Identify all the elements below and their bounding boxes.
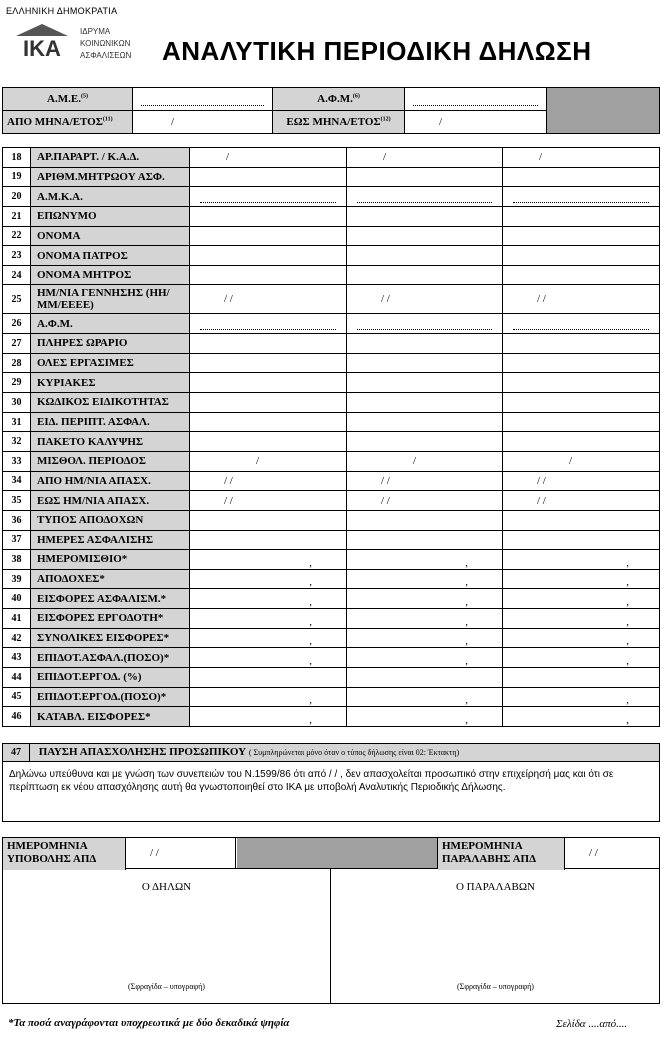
employee-field[interactable]: ,: [503, 628, 660, 648]
employee-field[interactable]: ,: [503, 569, 660, 589]
row-label: ΑΡΙΘΜ.ΜΗΤΡΩΟΥ ΑΣΦ.: [31, 167, 190, 187]
row-label: ΟΝΟΜΑ: [31, 226, 190, 246]
to-month-label: ΕΩΣ ΜΗΝΑ/ΕΤΟΣ$^{(12)}$: [273, 111, 405, 134]
employee-field[interactable]: [503, 246, 660, 266]
table-row: [3, 412, 660, 432]
employee-field[interactable]: [503, 187, 660, 207]
employee-field[interactable]: ,: [347, 550, 503, 570]
table-row: [3, 707, 660, 727]
employee-field[interactable]: /: [347, 148, 503, 168]
employee-field[interactable]: ,: [190, 648, 347, 668]
receiver-stamp: (Σφραγίδα – υπογραφή): [457, 982, 534, 991]
row-label: ΑΠΟΔΟΧΕΣ*: [31, 569, 190, 589]
logo-subtitle: ΙΔΡΥΜΑ ΚΟΙΝΩΝΙΚΩΝ ΑΣΦΑΛΙΣΕΩΝ: [80, 27, 132, 60]
table-row: [3, 226, 660, 246]
table-row: [3, 668, 660, 688]
employee-field[interactable]: [503, 167, 660, 187]
row-number: 35: [3, 491, 31, 511]
afm-label: Α.Φ.Μ.$^{(6)}$: [273, 88, 405, 111]
row-label: ΚΩΔΙΚΟΣ ΕΙΔΙΚΟΤΗΤΑΣ: [31, 393, 190, 413]
row-label: ΕΙΣΦΟΡΕΣ ΑΣΦΑΛΙΣΜ.*: [31, 589, 190, 609]
employee-field[interactable]: [190, 226, 347, 246]
table-row: [3, 569, 660, 589]
employee-field[interactable]: /: [503, 451, 660, 471]
employee-field[interactable]: [190, 314, 347, 334]
employee-field[interactable]: ,: [503, 589, 660, 609]
from-month-field[interactable]: /: [133, 111, 273, 134]
page-title: ΑΝΑΛΥΤΙΚΗ ΠΕΡΙΟΔΙΚΗ ΔΗΛΩΣΗ: [162, 36, 592, 66]
employee-field[interactable]: [190, 393, 347, 413]
row-label: ΗΜ/ΝΙΑ ΓΕΝΝΗΣΗΣ (ΗΗ/ΜΜ/ΕΕΕΕ): [31, 285, 190, 314]
row-label: ΕΠΩΝΥΜΟ: [31, 206, 190, 226]
row-label: ΟΝΟΜΑ ΠΑΤΡΟΣ: [31, 246, 190, 266]
row-label: ΤΥΠΟΣ ΑΠΟΔΟΧΩΝ: [31, 510, 190, 530]
row-label: ΕΠΙΔΟΤ.ΕΡΓΟΔ. (%): [31, 668, 190, 688]
declarant-label: Ο ΔΗΛΩΝ: [141, 881, 192, 893]
employee-field[interactable]: [190, 510, 347, 530]
employee-field[interactable]: [347, 668, 503, 688]
table-row: [3, 530, 660, 550]
table-row: [3, 334, 660, 354]
termination-declaration: Δηλώνω υπεύθυνα και με γνώση των συνεπειών του Ν.1599/86 ότι από / / , δεν απασχολείται προσωπικό στην επιχείρησή μας και ότι σε περίπτωση εκ νέου απασχόλησης αυτή θα γνωστοποιηθεί στο ΙΚΑ με υποβολή Αναλυτικής Περιοδικής Δήλωσης.: [9, 769, 614, 793]
receive-date-label: ΗΜΕΡΟΜΗΝΙΑ ΠΑΡΑΛΑΒΗΣ ΑΠΔ: [438, 838, 565, 870]
table-row: [3, 471, 660, 491]
row-number: 31: [3, 412, 31, 432]
row-label: ΕΙΣΦΟΡΕΣ ΕΡΓΟΔΟΤΗ*: [31, 609, 190, 629]
table-row: [3, 206, 660, 226]
table-row: [3, 687, 660, 707]
ame-field[interactable]: [133, 88, 273, 111]
table-row: [3, 373, 660, 393]
employee-field[interactable]: [190, 167, 347, 187]
employee-field[interactable]: [190, 206, 347, 226]
table-row: [3, 167, 660, 187]
row-label: ΠΑΚΕΤΟ ΚΑΛΥΨΗΣ: [31, 432, 190, 452]
employee-field[interactable]: [347, 167, 503, 187]
row-number: 44: [3, 668, 31, 688]
row-number: 41: [3, 609, 31, 629]
row-label: ΗΜΕΡΕΣ ΑΣΦΑΛΙΣΗΣ: [31, 530, 190, 550]
row-number: 22: [3, 226, 31, 246]
employee-field[interactable]: [190, 668, 347, 688]
row-label: ΟΝΟΜΑ ΜΗΤΡΟΣ: [31, 265, 190, 285]
row-number: 45: [3, 687, 31, 707]
to-month-field[interactable]: /: [405, 111, 547, 134]
employee-field[interactable]: [190, 187, 347, 207]
row-label: ΟΛΕΣ ΕΡΓΑΣΙΜΕΣ: [31, 353, 190, 373]
ika-logo: [12, 22, 72, 60]
row-label: Α.Μ.Κ.Α.: [31, 187, 190, 207]
row-number: 42: [3, 628, 31, 648]
employee-field[interactable]: /: [190, 451, 347, 471]
employee-field[interactable]: [347, 206, 503, 226]
employee-field[interactable]: [503, 432, 660, 452]
table-row: [3, 148, 660, 168]
employee-field[interactable]: [190, 334, 347, 354]
row-label: ΣΥΝΟΛΙΚΕΣ ΕΙΣΦΟΡΕΣ*: [31, 628, 190, 648]
employee-field[interactable]: /: [347, 451, 503, 471]
employee-field[interactable]: [503, 510, 660, 530]
employer-id-table: [2, 87, 660, 134]
row-number: 40: [3, 589, 31, 609]
employee-field[interactable]: [190, 353, 347, 373]
row-label: ΕΠΙΔΟΤ.ΕΡΓΟΔ.(ΠΟΣΟ)*: [31, 687, 190, 707]
row-label: ΚΥΡΙΑΚΕΣ: [31, 373, 190, 393]
termination-note: ( Συμπληρώνεται μόνο όταν ο τύπος δήλωσης είναι 02: Έκτακτη): [248, 748, 460, 757]
termination-section: [2, 743, 660, 822]
table-row: [3, 451, 660, 471]
row-label: ΑΠΟ ΗΜ/ΝΙΑ ΑΠΑΣΧ.: [31, 471, 190, 491]
employee-field[interactable]: / /: [503, 491, 660, 511]
row-label: ΑΡ.ΠΑΡΑΡΤ. / Κ.Α.Δ.: [31, 148, 190, 168]
row-label: ΜΙΣΘΟΛ. ΠΕΡΙΟΔΟΣ: [31, 451, 190, 471]
submit-date-label: ΗΜΕΡΟΜΗΝΙΑ ΥΠΟΒΟΛΗΣ ΑΠΔ: [3, 838, 126, 870]
employee-field[interactable]: ,: [190, 589, 347, 609]
row-label: ΕΠΙΔΟΤ.ΑΣΦΑΛ.(ΠΟΣΟ)*: [31, 648, 190, 668]
row-number: 32: [3, 432, 31, 452]
receive-date-field[interactable]: / /: [589, 847, 598, 859]
employee-field[interactable]: [347, 187, 503, 207]
employee-field[interactable]: / /: [503, 471, 660, 491]
employee-field[interactable]: [347, 530, 503, 550]
employee-field[interactable]: / /: [347, 471, 503, 491]
row-number: 20: [3, 187, 31, 207]
employee-table: [2, 147, 660, 727]
row-label: ΗΜΕΡΟΜΙΣΘΙΟ*: [31, 550, 190, 570]
row-number: 24: [3, 265, 31, 285]
employee-field[interactable]: ,: [503, 648, 660, 668]
employee-field[interactable]: ,: [503, 707, 660, 727]
table-row: [3, 628, 660, 648]
row-number: 25: [3, 285, 31, 314]
employee-field[interactable]: / /: [503, 285, 660, 314]
row-label: ΠΛΗΡΕΣ ΩΡΑΡΙΟ: [31, 334, 190, 354]
employee-field[interactable]: [503, 412, 660, 432]
employee-field[interactable]: [190, 265, 347, 285]
employee-field[interactable]: ,: [347, 687, 503, 707]
row-label: ΕΙΔ. ΠΕΡΙΠΤ. ΑΣΦΑΛ.: [31, 412, 190, 432]
employee-field[interactable]: ,: [347, 648, 503, 668]
row-number: 21: [3, 206, 31, 226]
table-row: [3, 393, 660, 413]
afm-field[interactable]: [405, 88, 547, 111]
republic-header: ΕΛΛΗΝΙΚΗ ΔΗΜΟΚΡΑΤΙΑ: [6, 6, 118, 16]
employee-field[interactable]: ,: [347, 609, 503, 629]
employee-field[interactable]: [190, 412, 347, 432]
employee-field[interactable]: [190, 246, 347, 266]
employee-field[interactable]: [503, 353, 660, 373]
row-number: 37: [3, 530, 31, 550]
employee-field[interactable]: [347, 246, 503, 266]
employee-field[interactable]: / /: [190, 491, 347, 511]
receiver-label: Ο ΠΑΡΑΛΑΒΩΝ: [455, 881, 536, 893]
row-label: ΕΩΣ ΗΜ/ΝΙΑ ΑΠΑΣΧ.: [31, 491, 190, 511]
employee-field[interactable]: [347, 432, 503, 452]
employee-field[interactable]: [347, 226, 503, 246]
employee-field[interactable]: ,: [347, 628, 503, 648]
employee-field[interactable]: /: [503, 148, 660, 168]
employee-field[interactable]: [503, 226, 660, 246]
employee-field[interactable]: ,: [190, 687, 347, 707]
employee-field[interactable]: ,: [190, 550, 347, 570]
row-number: 43: [3, 648, 31, 668]
employee-field[interactable]: [347, 334, 503, 354]
employee-field[interactable]: / /: [347, 491, 503, 511]
employee-field[interactable]: [503, 668, 660, 688]
employee-field[interactable]: [503, 314, 660, 334]
employee-field[interactable]: [347, 510, 503, 530]
employee-field[interactable]: /: [190, 148, 347, 168]
employee-field[interactable]: ,: [503, 550, 660, 570]
table-row: [3, 285, 660, 314]
employee-field[interactable]: ,: [503, 687, 660, 707]
row-number: 23: [3, 246, 31, 266]
employee-field[interactable]: [503, 334, 660, 354]
page-counter: Σελίδα ....από....: [556, 1018, 628, 1030]
amounts-footnote: *Τα ποσά αναγράφονται υποχρεωτικά με δύο δεκαδικά ψηφία: [8, 1017, 290, 1029]
row-number: 47: [3, 744, 30, 761]
table-row: [3, 353, 660, 373]
office-use-gray: [237, 838, 438, 868]
table-row: [3, 246, 660, 266]
employee-field[interactable]: [347, 314, 503, 334]
row-number: 39: [3, 569, 31, 589]
table-row: [3, 491, 660, 511]
employee-field[interactable]: ,: [190, 609, 347, 629]
employee-field[interactable]: / /: [190, 285, 347, 314]
receiver-box[interactable]: [332, 869, 659, 1003]
logo-text: ΙΚΑ: [23, 36, 61, 60]
employee-field[interactable]: [503, 530, 660, 550]
from-month-label: ΑΠΟ ΜΗΝΑ/ΕΤΟΣ$^{(11)}$: [3, 111, 133, 134]
employee-field[interactable]: [347, 265, 503, 285]
table-row: [3, 589, 660, 609]
employee-field[interactable]: [347, 412, 503, 432]
employee-field[interactable]: [503, 373, 660, 393]
row-number: 38: [3, 550, 31, 570]
ame-label: Α.Μ.Ε.$^{(5)}$: [3, 88, 133, 111]
table-row: [3, 265, 660, 285]
employee-field[interactable]: [190, 530, 347, 550]
table-row: [3, 187, 660, 207]
row-label: ΚΑΤΑΒΛ. ΕΙΣΦΟΡΕΣ*: [31, 707, 190, 727]
declarant-stamp: (Σφραγίδα – υπογραφή): [128, 982, 205, 991]
employee-field[interactable]: ,: [347, 589, 503, 609]
employee-field[interactable]: [347, 353, 503, 373]
row-number: 34: [3, 471, 31, 491]
office-use-box: [547, 88, 660, 134]
table-row: [3, 314, 660, 334]
employee-field[interactable]: ,: [347, 569, 503, 589]
table-row: [3, 550, 660, 570]
employee-field[interactable]: [190, 373, 347, 393]
employee-field[interactable]: [503, 206, 660, 226]
termination-label: ΠΑΥΣΗ ΑΠΑΣΧΟΛΗΣΗΣ ΠΡΟΣΩΠΙΚΟΥ: [38, 746, 247, 758]
employee-field[interactable]: [503, 393, 660, 413]
table-row: [3, 648, 660, 668]
employee-field[interactable]: [503, 265, 660, 285]
row-label: Α.Φ.Μ.: [31, 314, 190, 334]
row-number: 27: [3, 334, 31, 354]
table-row: [3, 432, 660, 452]
row-number: 30: [3, 393, 31, 413]
row-number: 36: [3, 510, 31, 530]
employee-field[interactable]: ,: [503, 609, 660, 629]
table-row: [3, 510, 660, 530]
submit-date-field[interactable]: / /: [126, 838, 236, 868]
employee-field[interactable]: [347, 373, 503, 393]
table-row: [3, 609, 660, 629]
employee-field[interactable]: [347, 393, 503, 413]
employee-field[interactable]: ,: [190, 569, 347, 589]
row-number: 46: [3, 707, 31, 727]
employee-field[interactable]: ,: [190, 628, 347, 648]
row-number: 26: [3, 314, 31, 334]
declarant-box[interactable]: [3, 869, 331, 1003]
employee-field[interactable]: / /: [347, 285, 503, 314]
row-number: 29: [3, 373, 31, 393]
row-number: 19: [3, 167, 31, 187]
row-number: 18: [3, 148, 31, 168]
employee-field[interactable]: [190, 432, 347, 452]
employee-field[interactable]: ,: [347, 707, 503, 727]
employee-field[interactable]: ,: [190, 707, 347, 727]
row-number: 33: [3, 451, 31, 471]
row-number: 28: [3, 353, 31, 373]
signature-section: [2, 837, 660, 1004]
employee-field[interactable]: / /: [190, 471, 347, 491]
